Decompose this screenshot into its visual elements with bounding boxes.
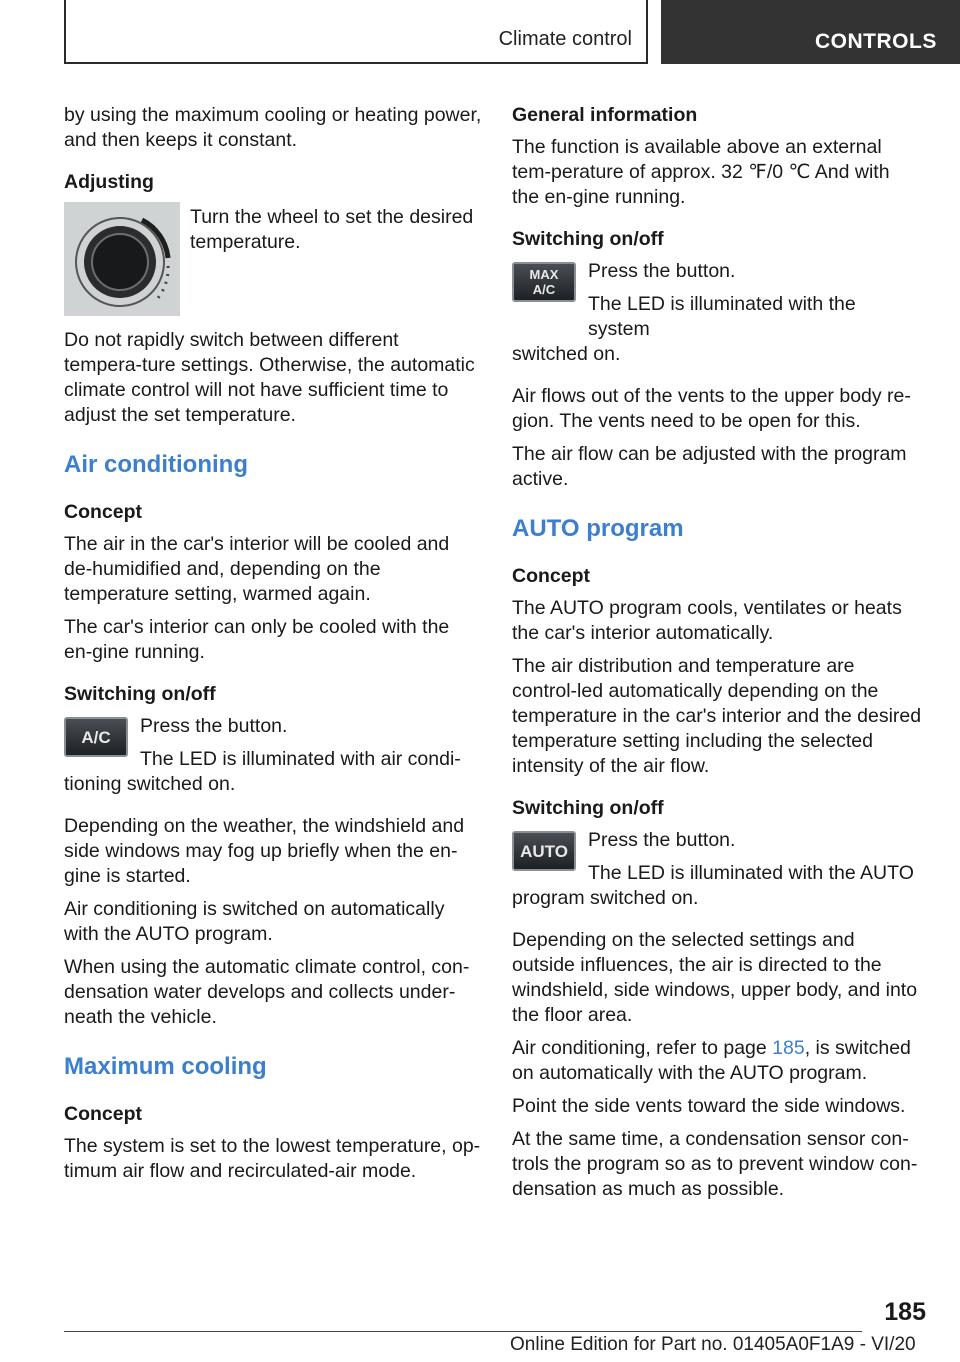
paragraph: Do not rapidly switch between different tempera‐ture settings. Otherwise, the automatic climate control will not have sufficient time to adjust the set temperature. xyxy=(64,329,475,426)
led-text-continued: program switched on. xyxy=(512,887,699,909)
paragraph: When using the automatic climate control, con‐densation water develops and collects under‐neath the vehicle. xyxy=(64,956,470,1028)
paragraph: The air distribution and temperature are control‐led automatically depending on the temperature in the car's interior and the desired temperature setting including the selected intensity of the air flow. xyxy=(512,655,922,777)
paragraph: The air flow can be adjusted with the program active. xyxy=(512,443,907,490)
led-text: The LED is illuminated with the system xyxy=(588,293,856,340)
page-reference-link[interactable]: 185 xyxy=(772,1037,805,1059)
press-instruction: Press the button. xyxy=(588,260,736,282)
link-suffix: , is switched on automatically with the AUTO program. xyxy=(512,1037,911,1084)
paragraph: Air flows out of the vents to the upper body re‐gion. The vents need to be open for this. xyxy=(512,385,911,432)
paragraph: Air conditioning is switched on automatically with the AUTO program. xyxy=(64,898,445,945)
concept-heading: Concept xyxy=(512,565,590,587)
led-text-continued: switched on. xyxy=(512,343,621,365)
max-ac-button-image xyxy=(512,262,576,302)
ac-button-image: A/C xyxy=(64,717,128,757)
adjusting-figure-row xyxy=(64,202,482,316)
ac-button-text xyxy=(140,714,482,780)
adjusting-text: Turn the wheel to set the desired temperature. xyxy=(190,206,474,253)
right-column xyxy=(512,103,922,1210)
paragraph: Depending on the selected settings and outside influences, the air is directed to the windshield, side windows, upper body, and into the floor area. xyxy=(512,929,918,1026)
auto-button-text xyxy=(588,828,922,894)
paragraph: Depending on the weather, the windshield and side windows may fog up briefly when the en‐gine is started. xyxy=(64,815,465,887)
air-conditioning-heading: Air conditioning xyxy=(64,451,248,478)
general-information-heading: General information xyxy=(512,104,698,126)
switching-heading: Switching on/off xyxy=(512,797,664,819)
footer-edition: Online Edition for Part no. 01405A0F1A9 - VI/20 xyxy=(510,1334,916,1355)
left-column xyxy=(64,103,482,1192)
header-chapter-title: CONTROLS xyxy=(815,30,937,53)
press-instruction: Press the button. xyxy=(140,715,288,737)
maxac-button-row xyxy=(512,259,922,350)
concept-heading: Concept xyxy=(64,501,142,523)
maximum-cooling-heading: Maximum cooling xyxy=(64,1053,267,1080)
led-text-continued: tioning switched on. xyxy=(64,773,236,795)
concept-heading: Concept xyxy=(64,1103,142,1125)
auto-button-row xyxy=(512,828,922,894)
footer-divider xyxy=(64,1331,862,1332)
paragraph: The air in the car's interior will be cooled and de‐humidified and, depending on the temperature setting, warmed again. xyxy=(64,533,450,605)
auto-program-heading: AUTO program xyxy=(512,515,684,542)
adjusting-heading: Adjusting xyxy=(64,171,154,193)
temperature-wheel-image xyxy=(64,202,180,316)
led-text: The LED is illuminated with air condi‐ xyxy=(140,748,461,770)
ac-button-row xyxy=(64,714,482,780)
max-ac-label-line1: MAX xyxy=(529,267,559,282)
press-instruction: Press the button. xyxy=(588,829,736,851)
max-ac-label-line2: A/C xyxy=(532,282,556,297)
header-section-box xyxy=(64,0,648,64)
paragraph: The function is available above an external tem‐perature of approx. 32 ℉/0 ℃ And with the en‐gine running. xyxy=(512,136,890,208)
paragraph: The system is set to the lowest temperature, op‐timum air flow and recirculated-air mode. xyxy=(64,1135,481,1182)
auto-button-image: AUTO xyxy=(512,831,576,871)
paragraph: by using the maximum cooling or heating power, and then keeps it constant. xyxy=(64,104,482,151)
paragraph: At the same time, a condensation sensor con‐trols the program so as to prevent window con‐densation as much as possible. xyxy=(512,1128,918,1200)
link-prefix: Air conditioning, refer to page xyxy=(512,1037,773,1059)
header-chapter-box xyxy=(661,0,960,64)
led-text: The LED is illuminated with the AUTO xyxy=(588,862,914,884)
paragraph: The car's interior can only be cooled with the en‐gine running. xyxy=(64,616,450,663)
paragraph: The AUTO program cools, ventilates or heats the car's interior automatically. xyxy=(512,597,902,644)
paragraph: Point the side vents toward the side windows. xyxy=(512,1095,906,1117)
header-section-title: Climate control xyxy=(498,28,632,50)
paragraph-with-link xyxy=(512,1036,922,1086)
page-number: 185 xyxy=(884,1298,926,1326)
maxac-button-text xyxy=(588,259,922,350)
switching-heading: Switching on/off xyxy=(64,683,216,705)
switching-heading: Switching on/off xyxy=(512,228,664,250)
